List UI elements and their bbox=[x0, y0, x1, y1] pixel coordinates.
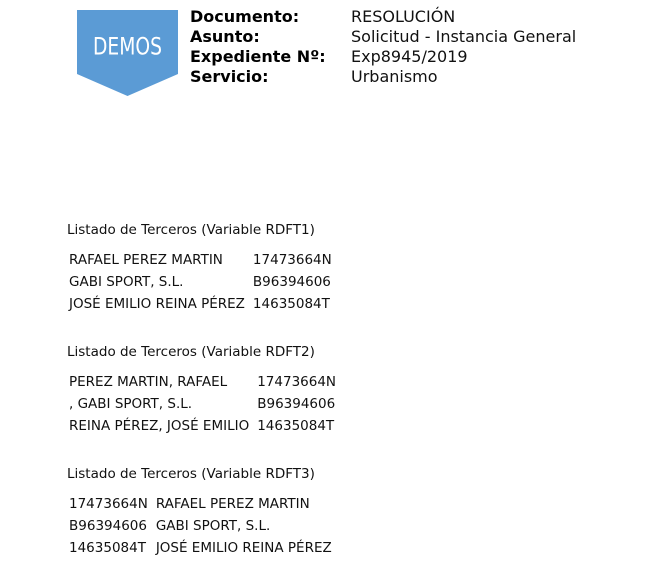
documento-label: Documento: bbox=[190, 7, 300, 26]
asunto-value: Solicitud - Instancia General bbox=[351, 27, 577, 46]
tercero-id: 14635084T bbox=[252, 296, 330, 312]
documento-value: RESOLUCIÓN bbox=[351, 7, 456, 26]
tercero-name: REINA PÉREZ, JOSÉ EMILIO bbox=[69, 418, 250, 434]
table-row bbox=[69, 249, 332, 271]
table-row bbox=[69, 537, 332, 559]
servicio-label: Servicio: bbox=[190, 67, 269, 86]
tercero-name: GABI SPORT, S.L. bbox=[155, 518, 271, 534]
tercero-name: , GABI SPORT, S.L. bbox=[69, 396, 193, 412]
header-row-asunto bbox=[190, 27, 576, 47]
tercero-id: 17473664N bbox=[69, 496, 148, 512]
tercero-name: JOSÉ EMILIO REINA PÉREZ bbox=[155, 540, 332, 556]
terceros-table bbox=[69, 249, 332, 315]
tercero-name: RAFAEL PEREZ MARTIN bbox=[69, 252, 223, 268]
terceros-section-rdft1 bbox=[67, 220, 332, 315]
terceros-table bbox=[69, 493, 332, 559]
table-row bbox=[69, 293, 332, 315]
header-row-documento bbox=[190, 7, 576, 27]
tercero-id: 17473664N bbox=[252, 252, 332, 268]
demos-logo bbox=[77, 10, 178, 96]
terceros-table bbox=[69, 371, 336, 437]
table-row bbox=[69, 393, 336, 415]
expediente-label: Expediente Nº: bbox=[190, 47, 326, 66]
table-row bbox=[69, 515, 332, 537]
tercero-name: PEREZ MARTIN, RAFAEL bbox=[69, 374, 228, 390]
logo-shield-icon bbox=[77, 10, 178, 96]
tercero-name: GABI SPORT, S.L. bbox=[69, 274, 184, 290]
expediente-value: Exp8945/2019 bbox=[351, 47, 468, 66]
terceros-section-rdft2 bbox=[67, 342, 336, 437]
table-row bbox=[69, 271, 332, 293]
logo-text: DEMOS bbox=[93, 33, 162, 62]
table-row bbox=[69, 415, 336, 437]
tercero-id: B96394606 bbox=[252, 274, 331, 290]
tercero-name: JOSÉ EMILIO REINA PÉREZ bbox=[69, 296, 245, 312]
tercero-id: B96394606 bbox=[69, 518, 147, 534]
tercero-id: 14635084T bbox=[257, 418, 335, 434]
tercero-id: 14635084T bbox=[69, 540, 146, 556]
section-title: Listado de Terceros (Variable RDFT3) bbox=[67, 466, 315, 482]
section-title: Listado de Terceros (Variable RDFT1) bbox=[67, 222, 315, 238]
servicio-value: Urbanismo bbox=[351, 67, 438, 86]
tercero-name: RAFAEL PEREZ MARTIN bbox=[155, 496, 310, 512]
table-row bbox=[69, 493, 332, 515]
asunto-label: Asunto: bbox=[190, 27, 260, 46]
terceros-section-rdft3 bbox=[67, 464, 332, 559]
tercero-id: 17473664N bbox=[257, 374, 337, 390]
header-row-expediente bbox=[190, 47, 576, 67]
header-row-servicio bbox=[190, 67, 576, 87]
document-header bbox=[190, 7, 576, 87]
section-title: Listado de Terceros (Variable RDFT2) bbox=[67, 344, 315, 360]
tercero-id: B96394606 bbox=[257, 396, 336, 412]
table-row bbox=[69, 371, 336, 393]
